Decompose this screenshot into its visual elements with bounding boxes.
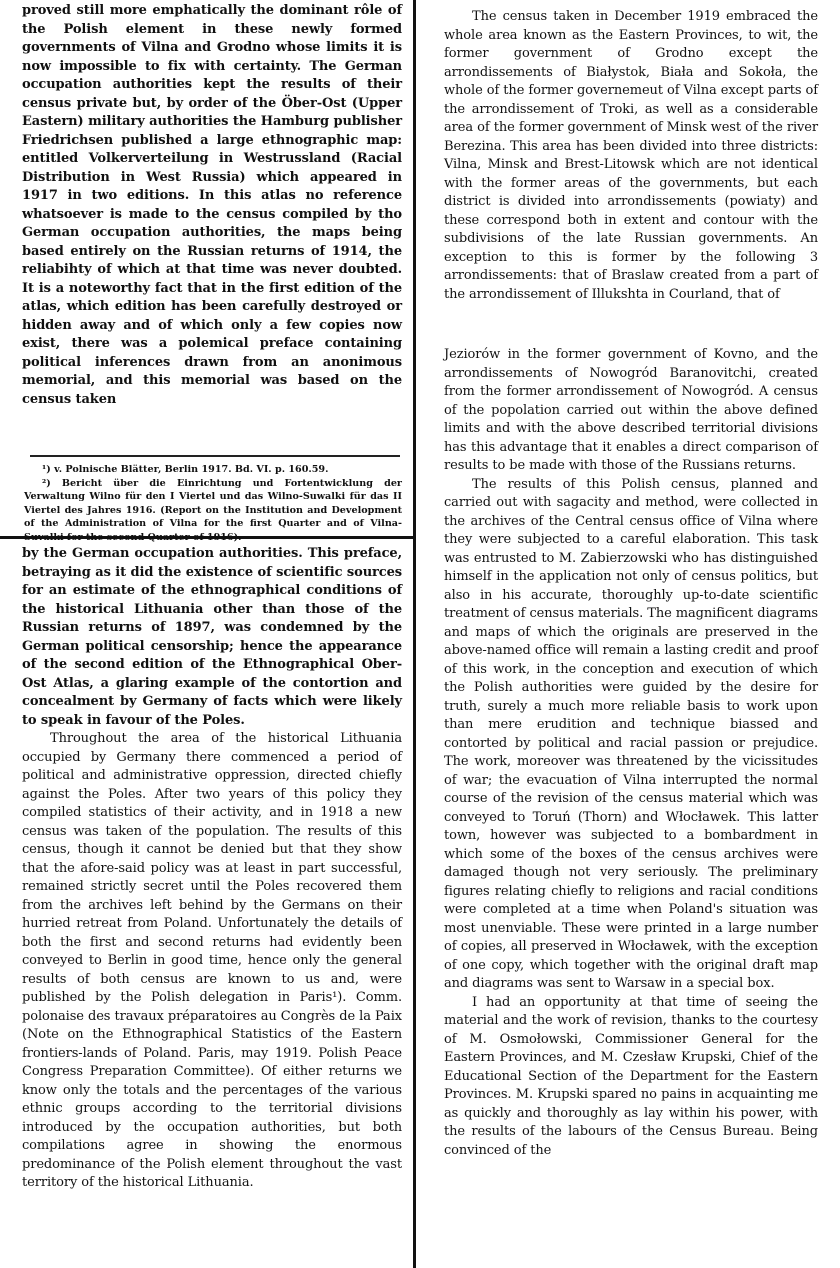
right-bottom-text-block bbox=[444, 346, 818, 1160]
right-bottom-paragraph-2: The results of this Polish census, planned and carried out with sagacity and method, were collected in the archives of the Central census office of Vilna where they were subjected to a careful elaboration. This task was entrusted to M. Zabierzowski who has distinguished himself in the application not only of census politics, but also in his accurate, thoroughly up-to-date scientific treatment of census materials. The magnificent diagrams and maps of which the originals are preserved in the above-named office will remain a lasting credit and proof of this work, in the conception and execution of which the Polish authorities were guided by the desire for truth, surely a much more reliable basis to work upon than mere erudition and technique biassed and contorted by political and racial passion or prejudice. The work, moreover was threatened by the vicissitudes of war; the evacuation of Vilna interrupted the normal course of the revision of the census material which was conveyed to Toruń (Thorn) and Włocławek. This latter town, however was subjected to a bombardment in which some of the boxes of the census archives were damaged though not very seriously. The preliminary figures relating chiefly to religions and racial conditions were completed at a time when Poland's situation was most unenviable. These were printed in a large number of copies, all preserved in Włocławek, with the exception of one copy, which together with the original draft map and diagrams was sent to Warsaw in a special box. bbox=[444, 476, 818, 991]
left-bottom-text-block bbox=[22, 545, 402, 1193]
right-bottom-paragraph-1: Jeziorów in the former government of Kovno, and the arrondissements of Nowogród Baranovitchi, created from the former arrondissement of Nowogród. A census of the popolation carried out within the above defined limits and with the above described territorial divisions has this advantage that it enables a direct comparison of results to be made with those of the Russians returns. bbox=[444, 347, 818, 473]
left-bottom-paragraph-1: by the German occupation authorities. This preface, betraying as it did the existence of scientific sources for an estimate of the ethnographical conditions of the historical Lithuania other than those of the Russian returns of 1897, was condemned by the German political censorship; hence the appearance of the second edition of the Ethnographical Ober-Ost Atlas, a glaring example of the contortion and concealment by Germany of facts which were likely to speak in favour of the Poles. bbox=[22, 546, 402, 728]
right-bottom-paragraph-3: I had an opportunity at that time of seeing the material and the work of revision, thanks to the courtesy of M. Osmołowski, Commissioner General for the Eastern Provinces, and M. Czesław Krupski, Chief of the Educational Section of the Department for the Eastern Provinces. M. Krupski spared no pains in acquainting me as quickly and thoroughly as lay within his power, with the results of the labours of the Census Bureau. Being convinced of the bbox=[444, 994, 818, 1158]
footnote-2: ²) Bericht über die Einrichtung und Fortentwicklung der Verwaltung Wilno für den I Viertel und das Wilno-Suwalki für das II Viertel des Jahres 1916. (Report on the Institution and Development of the Administration of Vilna for the first Quarter and of Vilna-Suvalki for the second Quarter of 1916). bbox=[24, 477, 402, 543]
footnote-rule bbox=[30, 455, 400, 457]
footnotes bbox=[24, 463, 402, 545]
right-top-paragraph: The census taken in December 1919 embraced the whole area known as the Eastern Provinces, to wit, the former government of Grodno except the arrondissements of Białystok, Biała and Sokoła, the whole of the former governemeut of Vilna except parts of the arrondissement of Troki, as well as a considerable area of the former government of Minsk west of the river Berezina. This area has been divided into three districts: Vilna, Minsk and Brest-Litowsk which are not identical with the former areas of the governments, but each district is divided into arrondissements (powiaty) and these correspond both in extent and contour with the subdivisions of the late Russian governments. An exception to this is former by the following 3 arrondissements: that of Braslaw created from a part of the arrondissement of Illukshta in Courland, that of bbox=[444, 9, 818, 302]
column-divider bbox=[413, 0, 416, 1268]
left-top-paragraph: proved still more emphatically the dominant rôle of the Polish element in these newly formed governments of Vilna and Grodno whose limits it is now impossible to fix with certainty. The German occupation authorities kept the results of their census private but, by order of the Öber-Ost (Upper Eastern) military authorities the Hamburg publisher Friedrichsen published a large ethnographic map: entitled Volkerverteilung in Westrussland (Racial Distribution in West Russia) which appeared in 1917 in two editions. In this atlas no reference whatsoever is made to the census compiled by tho German occupation authorities, the maps being based entirely on the Russian returns of 1914, the reliabihty of which at that time was never doubted. It is a noteworthy fact that in the first edition of the atlas, which edition has been carefully destroyed or hidden away and of which only a few copies now exist, there was a polemical preface containing political inferences drawn from an anonimous memorial, and this memorial was based on the census taken bbox=[22, 3, 402, 407]
left-bottom-paragraph-2: Throughout the area of the historical Lithuania occupied by Germany there commenced a period of political and administrative oppression, directed chiefly against the Poles. After two years of this policy they compiled statistics of their activity, and in 1918 a new census was taken of the population. The results of this census, though it cannot be denied but that they show that the afore-said policy was at least in part successful, remained strictly secret until the Poles recovered them from the archives left behind by the Germans on their hurried retreat from Poland. Unfortunately the details of both the first and second returns had evidently been conveyed to Berlin in good time, hence only the general results of both census are known to us and, were published by the Polish delegation in Paris¹). Comm. polonaise des travaux préparatoires au Congrès de la Paix (Note on the Ethnographical Statistics of the Eastern frontiers-lands of Poland. Paris, may 1919. Polish Peace Congress Preparation Committee). Of either returns we know only the totals and the percentages of the various ethnic groups according to the territorial divisions introduced by the occupation authorities, but both compilations agree in showing the enormous predominance of the Polish element throughout the vast territory of the historical Lithuania. bbox=[22, 731, 402, 1190]
footnote-1: ¹) v. Polnische Blätter, Berlin 1917. Bd. VI. p. 160.59. bbox=[42, 464, 329, 475]
left-top-text-block bbox=[22, 2, 402, 409]
right-top-text-block bbox=[444, 8, 818, 304]
